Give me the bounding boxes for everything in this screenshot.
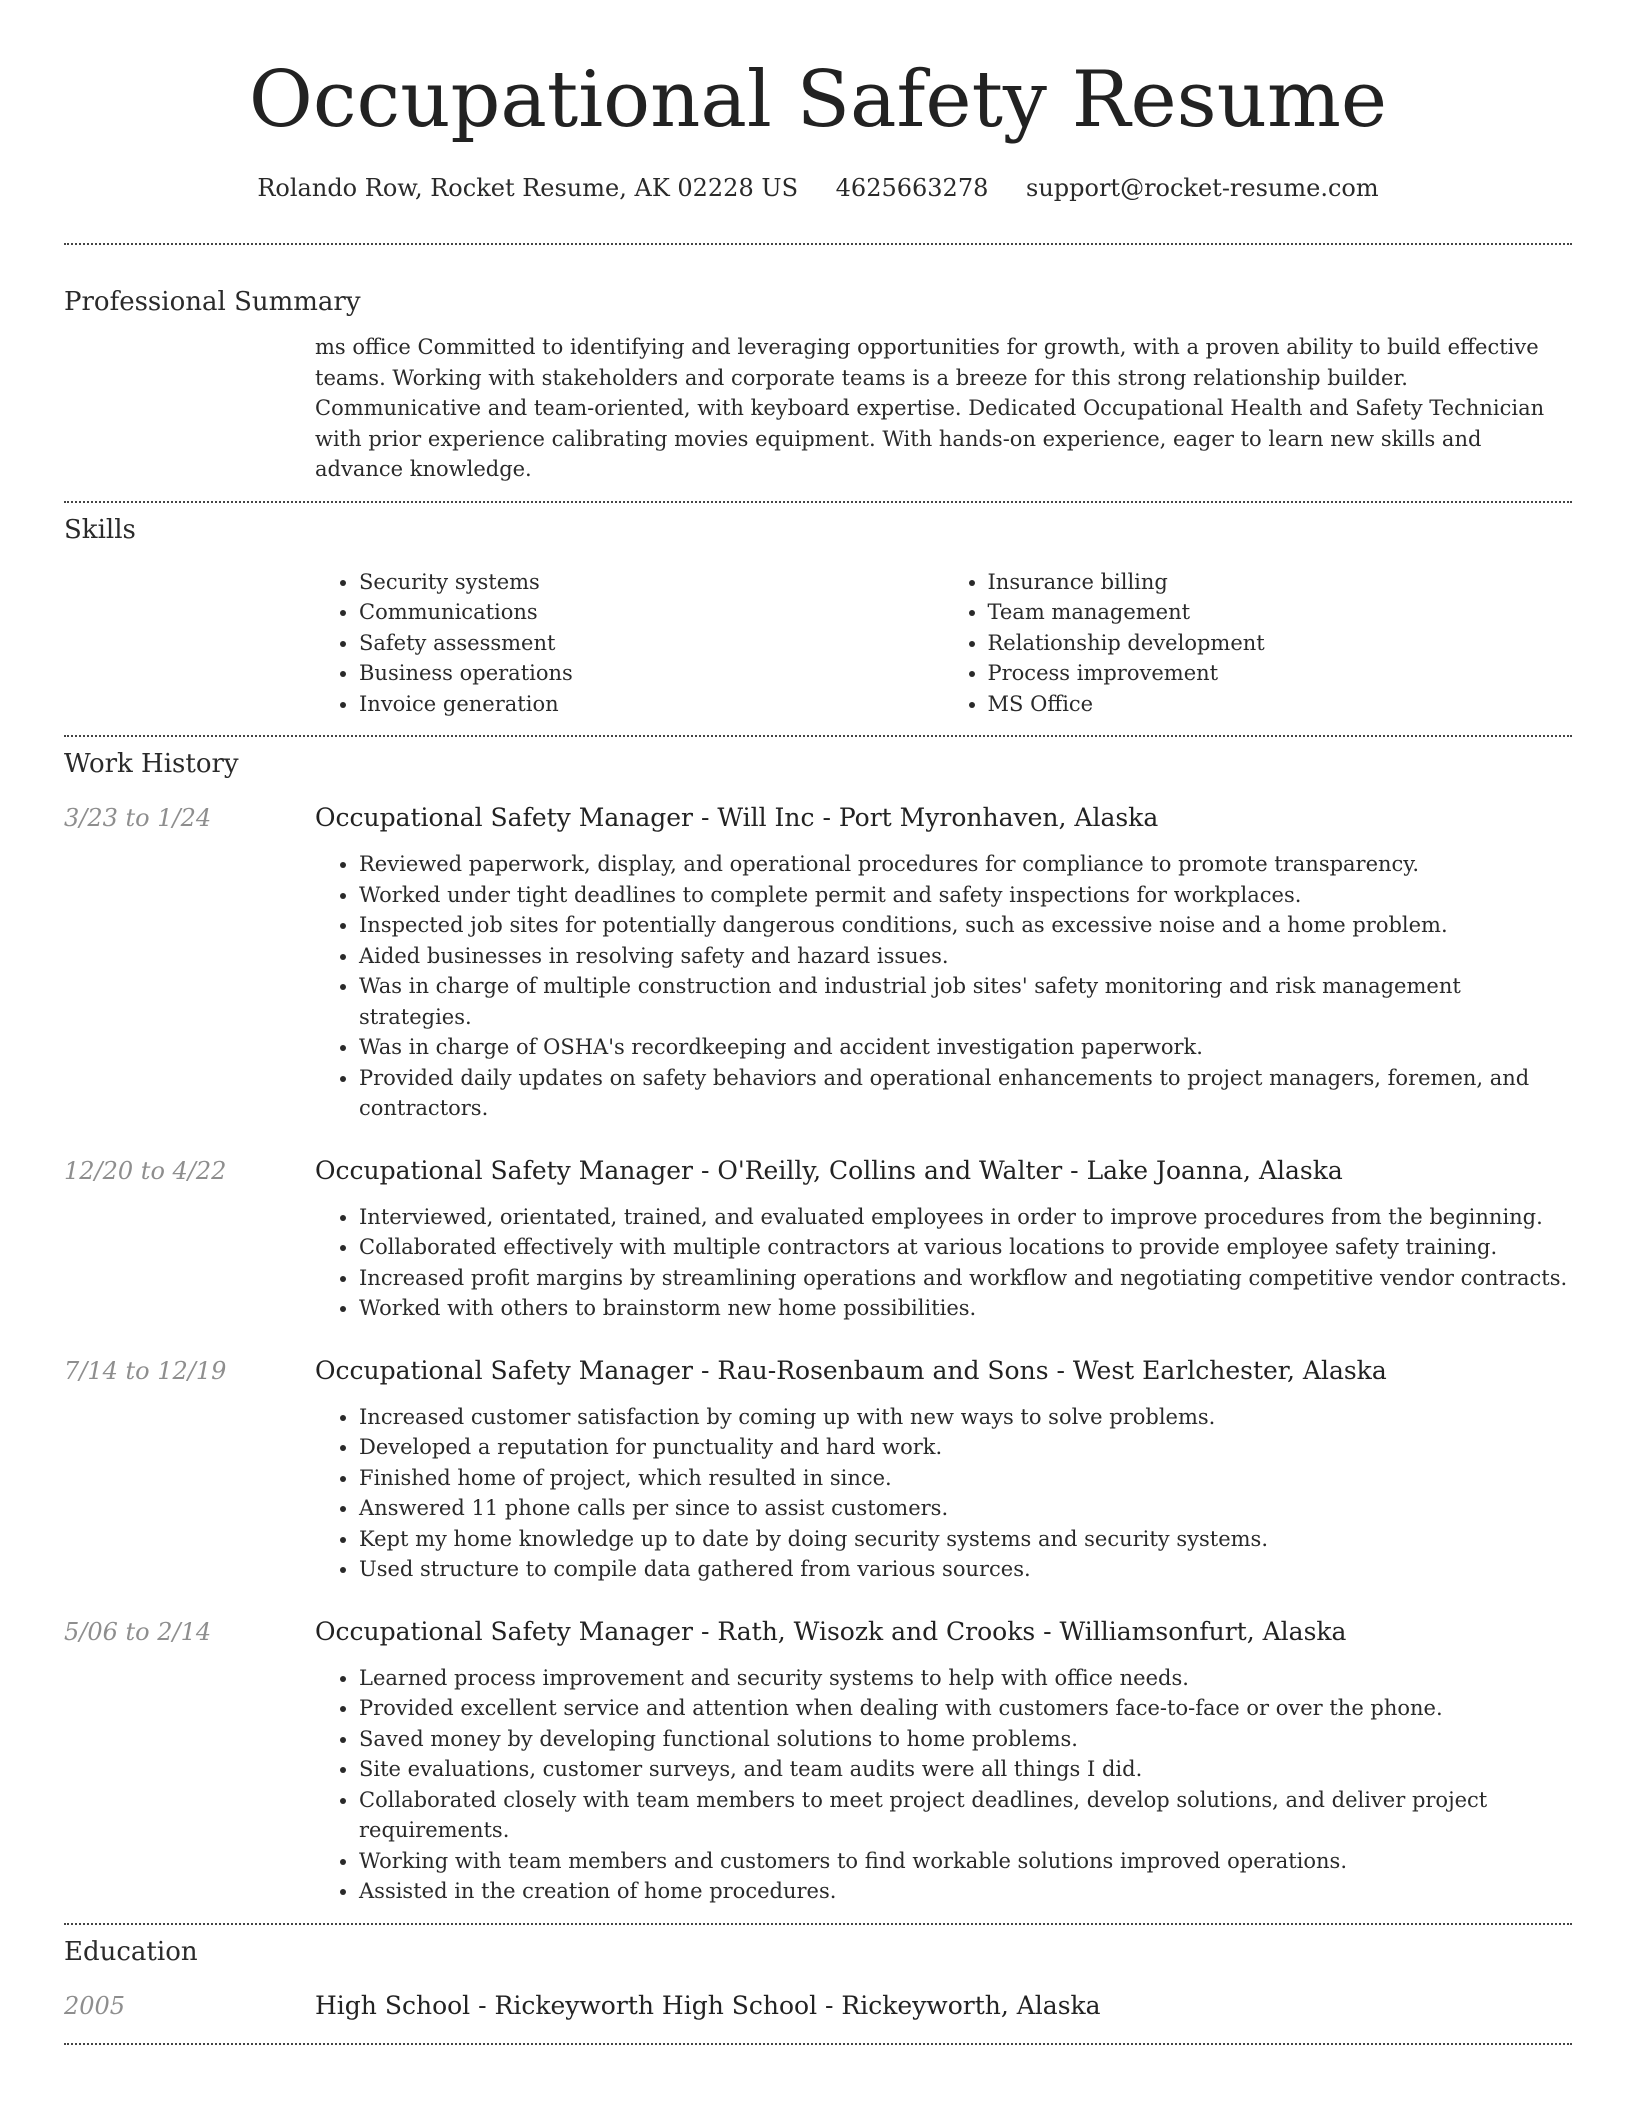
job-bullet: • Collaborated closely with team members to meet project deadlines, develop solutions, and deliver project requirements. <box>359 1785 1572 1846</box>
job-date: 7/14 to 12/19 <box>64 1356 227 1385</box>
job-bullet: • Increased customer satisfaction by coming up with new ways to solve problems. <box>359 1402 1572 1433</box>
skill-item: • Insurance billing <box>988 567 1573 598</box>
job-bullets <box>315 1663 1572 1907</box>
contact-address: Rolando Row, Rocket Resume, AK 02228 US <box>257 174 799 202</box>
job-header <box>64 1615 1572 1649</box>
section-title-summary: Professional Summary <box>64 287 361 317</box>
job-bullet: • Used structure to compile data gathered from various sources. <box>359 1554 1572 1585</box>
divider-skills <box>64 735 1572 737</box>
job-bullet: • Reviewed paperwork, display, and operational procedures for compliance to promote transparency. <box>359 849 1572 880</box>
skill-item: • MS Office <box>988 689 1573 720</box>
skill-item: • Communications <box>359 597 944 628</box>
section-title-work: Work History <box>64 749 239 779</box>
summary-content <box>315 332 1572 485</box>
skill-item: • Invoice generation <box>359 689 944 720</box>
resume-title: Occupational Safety Resume <box>248 55 1388 145</box>
job-title: Occupational Safety Manager - Will Inc - Port Myronhaven, Alaska <box>315 803 1159 832</box>
job-bullet: • Learned process improvement and security systems to help with office needs. <box>359 1663 1572 1694</box>
job-bullet: • Assisted in the creation of home procedures. <box>359 1876 1572 1907</box>
skills-column-right <box>944 567 1573 720</box>
job-date: 3/23 to 1/24 <box>64 804 212 832</box>
contact-line <box>64 172 1572 204</box>
job-header <box>64 801 1572 835</box>
job-date: 12/20 to 4/22 <box>64 1156 227 1185</box>
job-bullet: • Saved money by developing functional solutions to home problems. <box>359 1724 1572 1755</box>
skill-item: • Process improvement <box>988 658 1573 689</box>
job-title: Occupational Safety Manager - O'Reilly, Collins and Walter - Lake Joanna, Alaska <box>315 1155 1343 1185</box>
contact-email: support@rocket-resume.com <box>1026 174 1379 202</box>
job-bullet: • Developed a reputation for punctuality and hard work. <box>359 1432 1572 1463</box>
job-bullet: • Was in charge of OSHA's recordkeeping and accident investigation paperwork. <box>359 1032 1572 1063</box>
job-bullet: • Site evaluations, customer surveys, and team audits were all things I did. <box>359 1754 1572 1785</box>
education-entry <box>64 1989 1572 2023</box>
resume-page <box>64 0 1572 2045</box>
job-bullets <box>315 849 1572 1124</box>
job-header <box>64 1154 1572 1188</box>
divider-work <box>64 1923 1572 1925</box>
job-bullet: • Provided excellent service and attention when dealing with customers face-to-face or over the phone. <box>359 1693 1572 1724</box>
job-bullet: • Working with team members and customers to find workable solutions improved operations. <box>359 1846 1572 1877</box>
skills-column-left <box>315 567 944 720</box>
job-header <box>64 1354 1572 1388</box>
skill-item: • Relationship development <box>988 628 1573 659</box>
summary-text: ms office Committed to identifying and leveraging opportunities for growth, with a proven ability to build effective teams. Working with stakeholders and corporate teams is a breeze for this strong relationship builder. Communicative and team-oriented, with keyboard expertise. Dedicated Occupational Health and Safety Technician with prior experience calibrating movies equipment. With hands-on experience, eager to learn new skills and advance knowledge. <box>315 335 1545 481</box>
job-bullets <box>315 1402 1572 1585</box>
divider-education <box>64 2043 1572 2045</box>
section-title-skills: Skills <box>64 514 136 545</box>
job-bullet: • Worked with others to brainstorm new home possibilities. <box>359 1293 1572 1324</box>
job-title: Occupational Safety Manager - Rau-Rosenbaum and Sons - West Earlchester, Alaska <box>315 1355 1387 1385</box>
job-bullet: • Provided daily updates on safety behaviors and operational enhancements to project managers, foremen, and contractors. <box>359 1063 1572 1124</box>
job-bullet: • Collaborated effectively with multiple contractors at various locations to provide employee safety training. <box>359 1232 1572 1263</box>
contact-phone: 4625663278 <box>835 174 989 202</box>
job-bullets <box>315 1202 1572 1324</box>
job-bullet: • Interviewed, orientated, trained, and evaluated employees in order to improve procedures from the beginning. <box>359 1202 1572 1233</box>
job-date: 5/06 to 2/14 <box>64 1617 212 1646</box>
job-title: Occupational Safety Manager - Rath, Wisozk and Crooks - Williamsonfurt, Alaska <box>315 1616 1347 1646</box>
skill-item: • Security systems <box>359 567 944 598</box>
job-bullet: • Kept my home knowledge up to date by doing security systems and security systems. <box>359 1524 1572 1555</box>
divider-summary <box>64 501 1572 503</box>
job-bullet: • Finished home of project, which resulted in since. <box>359 1463 1572 1494</box>
divider-header <box>64 243 1572 245</box>
job-bullet: • Answered 11 phone calls per since to assist customers. <box>359 1493 1572 1524</box>
job-bullet: • Worked under tight deadlines to complete permit and safety inspections for workplaces. <box>359 880 1572 911</box>
education-date: 2005 <box>64 1991 126 2020</box>
section-title-education: Education <box>64 1936 198 1967</box>
job-bullet: • Increased profit margins by streamlining operations and workflow and negotiating competitive vendor contracts. <box>359 1263 1572 1294</box>
skill-item: • Safety assessment <box>359 628 944 659</box>
job-bullet: • Was in charge of multiple construction and industrial job sites' safety monitoring and risk management strategies. <box>359 971 1572 1032</box>
education-title: High School - Rickeyworth High School - Rickeyworth, Alaska <box>315 1990 1101 2020</box>
job-bullet: • Inspected job sites for potentially dangerous conditions, such as excessive noise and a home problem. <box>359 910 1572 941</box>
skill-item: • Team management <box>988 597 1573 628</box>
skill-item: • Business operations <box>359 658 944 689</box>
skills-list <box>315 567 1572 720</box>
job-bullet: • Aided businesses in resolving safety and hazard issues. <box>359 941 1572 972</box>
